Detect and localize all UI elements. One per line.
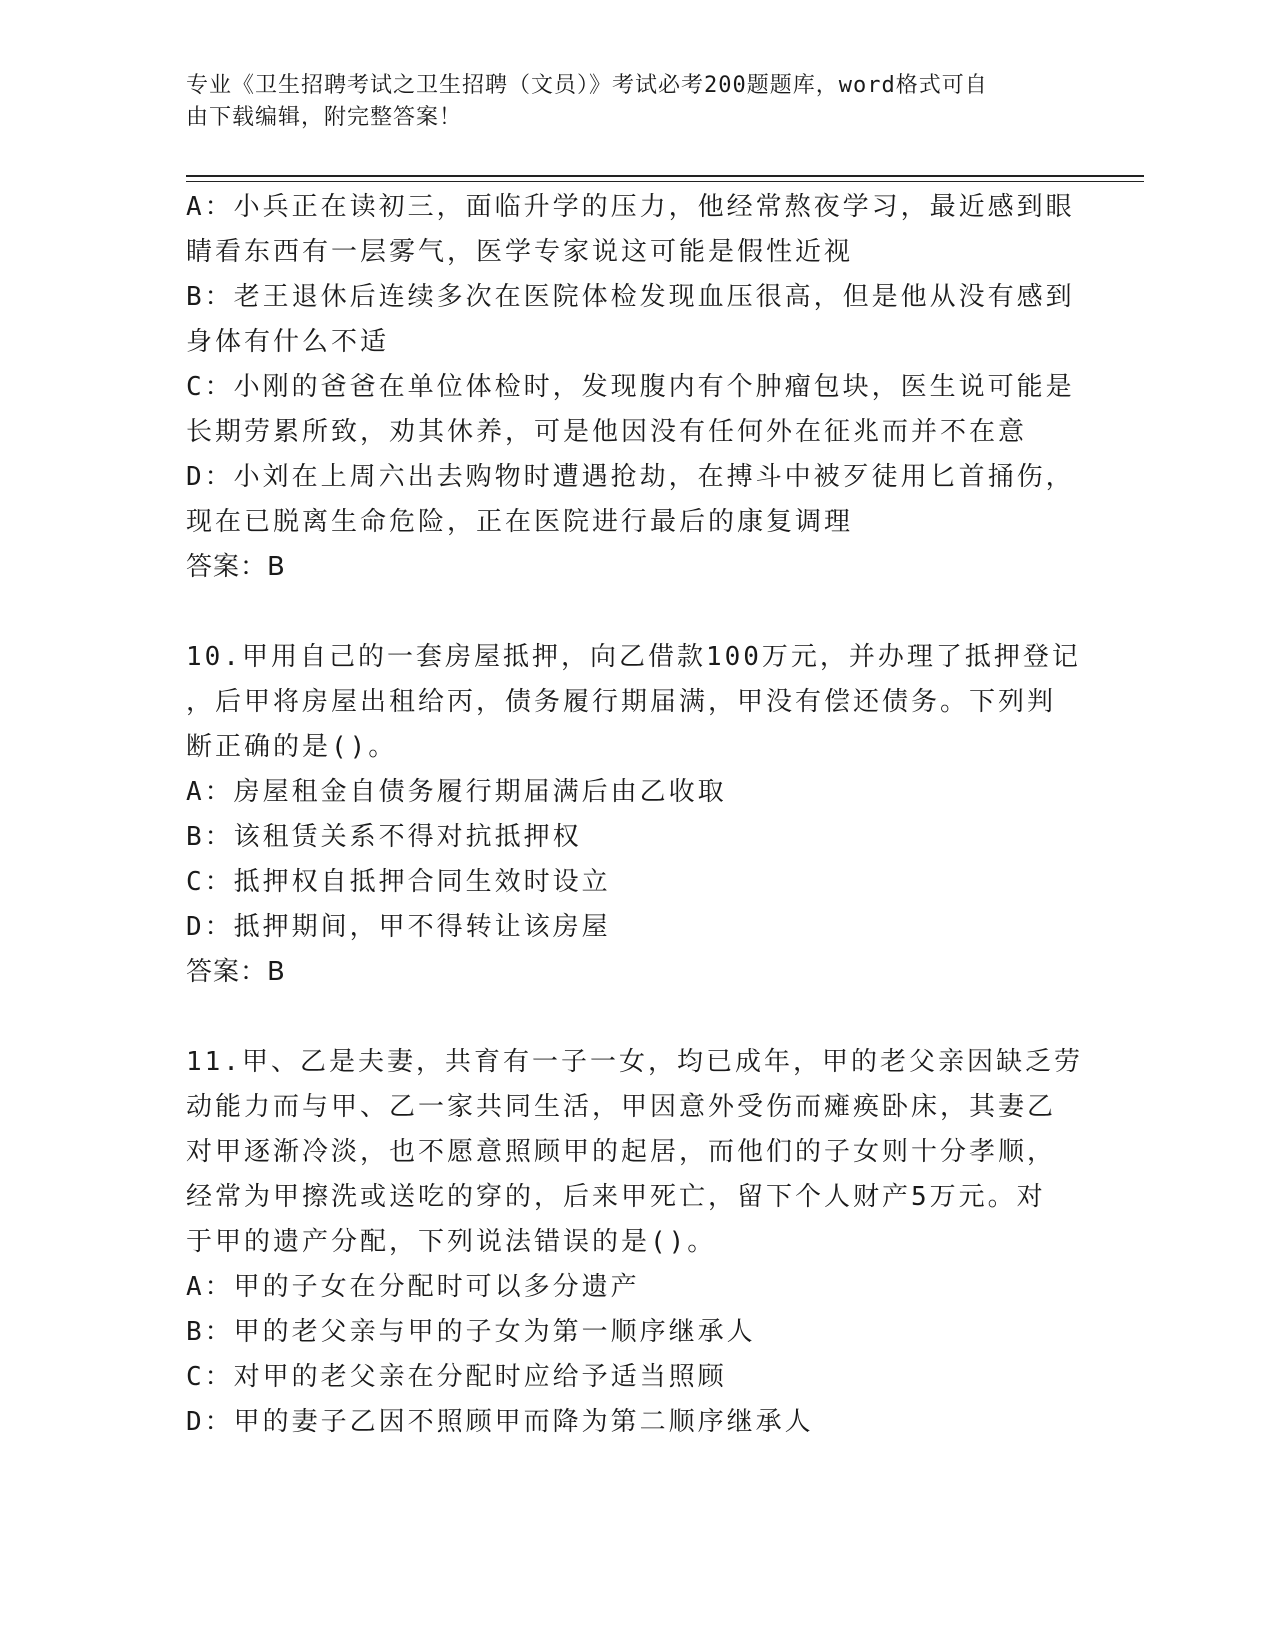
option-b: B：该租赁关系不得对抗抵押权	[186, 822, 582, 852]
question-9-options	[186, 185, 1075, 590]
question-stem-line-3: 对甲逐渐冷淡，也不愿意照顾甲的起居，而他们的子女则十分孝顺，	[186, 1137, 1057, 1167]
option-d: D：甲的妻子乙因不照顾甲而降为第二顺序继承人	[186, 1407, 814, 1437]
option-a-line-2: 睛看东西有一层雾气，医学专家说这可能是假性近视	[186, 237, 854, 267]
answer-label: 答案：B	[186, 552, 286, 582]
answer-label: 答案：B	[186, 957, 286, 987]
spacer	[186, 590, 1066, 635]
option-a: A：甲的子女在分配时可以多分遗产	[186, 1272, 640, 1302]
option-a-line-1: A：小兵正在读初三，面临升学的压力，他经常熬夜学习，最近感到眼	[186, 192, 1075, 222]
option-b-line-2: 身体有什么不适	[186, 327, 390, 357]
option-b: B：甲的老父亲与甲的子女为第一顺序继承人	[186, 1317, 756, 1347]
header-divider	[186, 175, 1144, 177]
option-d-line-1: D：小刘在上周六出去购物时遭遇抢劫，在搏斗中被歹徒用匕首捅伤，	[186, 462, 1075, 492]
question-11	[186, 1040, 1083, 1445]
header-line-1: 专业《卫生招聘考试之卫生招聘（文员）》考试必考200题题库，word格式可自	[186, 73, 988, 98]
header-divider-thin	[186, 181, 1144, 182]
header-line-2: 由下载编辑，附完整答案！	[186, 105, 463, 130]
option-d: D：抵押期间，甲不得转让该房屋	[186, 912, 611, 942]
question-stem-line-5: 于甲的遗产分配，下列说法错误的是()。	[186, 1227, 717, 1257]
question-stem-line-1: 10.甲用自己的一套房屋抵押，向乙借款100万元，并办理了抵押登记	[186, 642, 1081, 672]
question-10	[186, 635, 1081, 995]
option-d-line-2: 现在已脱离生命危险，正在医院进行最后的康复调理	[186, 507, 854, 537]
option-b-line-1: B：老王退休后连续多次在医院体检发现血压很高，但是他从没有感到	[186, 282, 1075, 312]
question-stem-line-2: 动能力而与甲、乙一家共同生活，甲因意外受伤而瘫痪卧床，其妻乙	[186, 1092, 1057, 1122]
option-c: C：抵押权自抵押合同生效时设立	[186, 867, 611, 897]
option-c-line-1: C：小刚的爸爸在单位体检时，发现腹内有个肿瘤包块，医生说可能是	[186, 372, 1075, 402]
question-stem-line-2: ，后甲将房屋出租给丙，债务履行期届满，甲没有偿还债务。下列判	[186, 687, 1057, 717]
question-stem-line-1: 11.甲、乙是夫妻，共育有一子一女，均已成年，甲的老父亲因缺乏劳	[186, 1047, 1083, 1077]
question-stem-line-3: 断正确的是()。	[186, 732, 398, 762]
spacer	[186, 995, 1066, 1040]
option-c-line-2: 长期劳累所致，劝其休养，可是他因没有任何外在征兆而并不在意	[186, 417, 1028, 447]
question-list	[186, 185, 1083, 1445]
page-header	[186, 70, 1066, 134]
option-a: A：房屋租金自债务履行期届满后由乙收取	[186, 777, 727, 807]
question-stem-line-4: 经常为甲擦洗或送吃的穿的，后来甲死亡，留下个人财产5万元。对	[186, 1182, 1046, 1212]
option-c: C：对甲的老父亲在分配时应给予适当照顾	[186, 1362, 727, 1392]
